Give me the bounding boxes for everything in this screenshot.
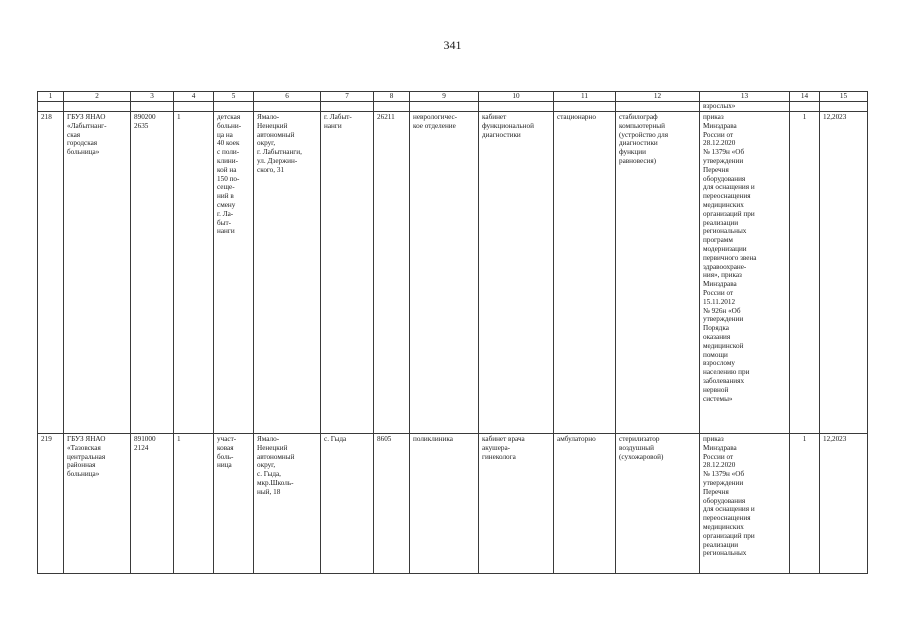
column-number: 4 — [174, 92, 214, 102]
column-number: 15 — [820, 92, 868, 102]
cabinet-cell: кабинет врача акушера- гинеколога — [479, 434, 554, 574]
continuation-text: взрослых» — [700, 102, 790, 112]
date-cell: 12,2023 — [820, 434, 868, 574]
inn-cell: 890200 2635 — [131, 112, 174, 434]
department-cell: поликлиника — [410, 434, 479, 574]
column-number: 7 — [321, 92, 374, 102]
column-number: 5 — [214, 92, 254, 102]
table-row — [38, 434, 868, 574]
column-number: 3 — [131, 92, 174, 102]
column-number-row — [38, 92, 868, 102]
equipment-table — [37, 91, 868, 574]
column-number: 1 — [38, 92, 64, 102]
row-number-cell: 219 — [38, 434, 64, 574]
equipment-cell: стабилограф компьютерный (устройство для диагностики функции равновесия) — [616, 112, 700, 434]
department-cell: неврологичес- кое отделение — [410, 112, 479, 434]
column-number: 14 — [790, 92, 820, 102]
legal-basis-cell: приказ Минздрава России от 28.12.2020 № 1379н «Об утверждении Перечня оборудования для оснащения и переоснащения медицинских организаций при реализации региональных — [700, 434, 790, 574]
address-cell: Ямало- Ненецкий автономный округ, г. Лабытнанги, ул. Дзержин- ского, 31 — [254, 112, 321, 434]
column-number: 2 — [64, 92, 131, 102]
organization-cell: ГБУЗ ЯНАО «Тазовская центральная районная больница» — [64, 434, 131, 574]
legal-basis-cell: приказ Минздрава России от 28.12.2020 № 1379н «Об утверждении Перечня оборудования для оснащения и переоснащения медицинских организаций при реализации региональных программ модернизации первичного звена здравоохране- ния», приказ Минздрава России от 15.11.2012 № 926н «Об утверждении Порядка оказания медицинской помощи взрослому населению при заболеваниях нервной системы» — [700, 112, 790, 434]
equipment-cell: стерилизатор воздушный (сухожаровой) — [616, 434, 700, 574]
page-number: 341 — [443, 38, 462, 52]
quantity-cell: 1 — [790, 112, 820, 434]
quantity-cell: 1 — [790, 434, 820, 574]
date-cell: 12,2023 — [820, 112, 868, 434]
organization-cell: ГБУЗ ЯНАО «Лабытнанг- ская городская больница» — [64, 112, 131, 434]
locality-cell: с. Гыда — [321, 434, 374, 574]
care-form-cell: стационарно — [554, 112, 616, 434]
column-number: 6 — [254, 92, 321, 102]
column-number: 13 — [700, 92, 790, 102]
population-cell: 8605 — [374, 434, 410, 574]
row-number-cell: 218 — [38, 112, 64, 434]
population-cell: 26211 — [374, 112, 410, 434]
column-number: 12 — [616, 92, 700, 102]
facility-cell: участ- ковая боль- ница — [214, 434, 254, 574]
locality-cell: г. Лабыт- нанги — [321, 112, 374, 434]
table-row — [38, 112, 868, 434]
column-4-cell: 1 — [174, 112, 214, 434]
column-number: 11 — [554, 92, 616, 102]
inn-cell: 891000 2124 — [131, 434, 174, 574]
column-number: 9 — [410, 92, 479, 102]
column-4-cell: 1 — [174, 434, 214, 574]
continuation-row — [38, 102, 868, 112]
column-number: 8 — [374, 92, 410, 102]
facility-cell: детская больни- ца на 40 коек с поли- клини- кой на 150 по- сеще- ний в смену г. Ла- быт- нанги — [214, 112, 254, 434]
address-cell: Ямало- Ненецкий автономный округ, с. Гыда, мкр.Школь- ный, 18 — [254, 434, 321, 574]
column-number: 10 — [479, 92, 554, 102]
cabinet-cell: кабинет функциональной диагностики — [479, 112, 554, 434]
care-form-cell: амбулаторно — [554, 434, 616, 574]
